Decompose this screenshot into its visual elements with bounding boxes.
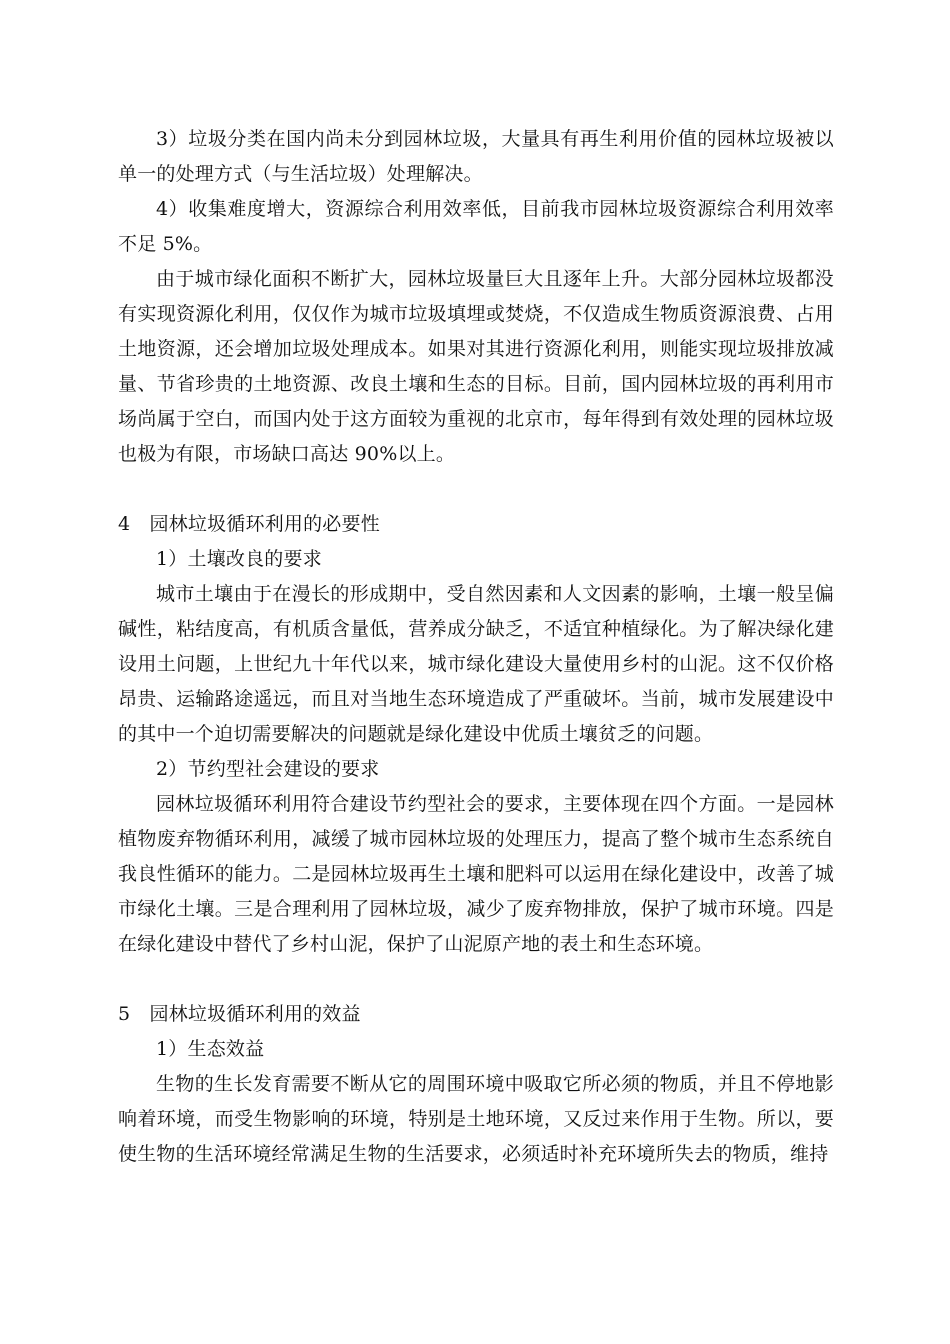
- paragraph-garden-waste-status: 由于城市绿化面积不断扩大，园林垃圾量巨大且逐年上升。大部分园林垃圾都没有实现资源化利用，仅仅作为城市垃圾填埋或焚烧，不仅造成生物质资源浪费、占用土地资源，还会增加垃圾处理成本。如果对其进行资源化利用，则能实现垃圾排放减量、节省珍贵的土地资源、改良土壤和生态的目标。目前，国内园林垃圾的再利用市场尚属于空白，而国内处于这方面较为重视的北京市，每年得到有效处理的园林垃圾也极为有限，市场缺口高达 90%以上。: [118, 268, 834, 465]
- section-4-paragraph-2: 园林垃圾循环利用符合建设节约型社会的要求，主要体现在四个方面。一是园林植物废弃物循环利用，减缓了城市园林垃圾的处理压力，提高了整个城市生态系统自我良性循环的能力。二是园林垃圾再生土壤和肥料可以运用在绿化建设中，改善了城市绿化土壤。三是合理利用了园林垃圾，减少了废弃物排放，保护了城市环境。四是在绿化建设中替代了乡村山泥，保护了山泥原产地的表土和生态环境。: [118, 793, 834, 955]
- section-4-heading: 4 园林垃圾循环利用的必要性: [118, 513, 380, 535]
- section-5-heading: 5 园林垃圾循环利用的效益: [118, 1003, 361, 1025]
- section-5-paragraph-1: 生物的生长发育需要不断从它的周围环境中吸取它所必须的物质，并且不停地影响着环境，而受生物影响的环境，特别是土地环境，又反过来作用于生物。所以，要使生物的生活环境经常满足生物的生活要求，必须适时补充环境所失去的物质，维持: [118, 1073, 834, 1165]
- section-4-subheading-2: 2）节约型社会建设的要求: [156, 758, 380, 780]
- section-spacer: [118, 962, 834, 997]
- paragraph-item-3: 3）垃圾分类在国内尚未分到园林垃圾，大量具有再生利用价值的园林垃圾被以单一的处理方式（与生活垃圾）处理解决。: [118, 128, 834, 185]
- paragraph-item-4: 4）收集难度增大，资源综合利用效率低，目前我市园林垃圾资源综合利用效率不足 5%。: [118, 198, 834, 255]
- section-5-subheading-1: 1）生态效益: [156, 1038, 265, 1060]
- document-body: [118, 122, 834, 1172]
- section-spacer: [118, 472, 834, 507]
- section-4-paragraph-1: 城市土壤由于在漫长的形成期中，受自然因素和人文因素的影响，土壤一般呈偏碱性，粘结度高，有机质含量低，营养成分缺乏，不适宜种植绿化。为了解决绿化建设用土问题，上世纪九十年代以来，城市绿化建设大量使用乡村的山泥。这不仅价格昂贵、运输路途遥远，而且对当地生态环境造成了严重破坏。当前，城市发展建设中的其中一个迫切需要解决的问题就是绿化建设中优质土壤贫乏的问题。: [118, 583, 834, 745]
- section-4-subheading-1: 1）土壤改良的要求: [156, 548, 322, 570]
